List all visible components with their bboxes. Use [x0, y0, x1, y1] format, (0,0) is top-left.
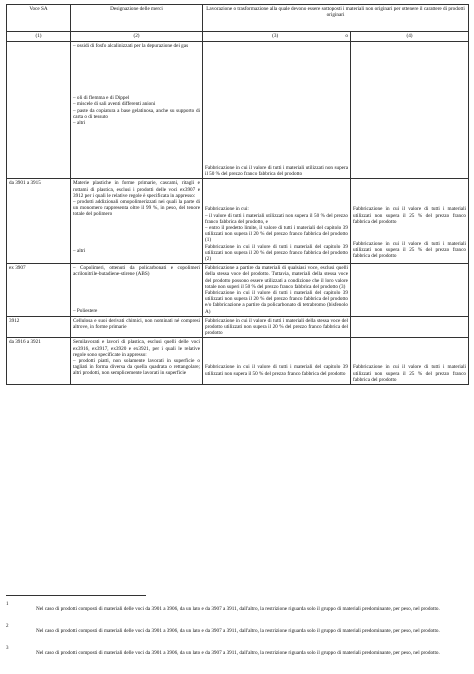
column-number-row: [7, 32, 469, 42]
col-number-2: (2): [71, 32, 203, 42]
desc-altri: – altri: [73, 120, 86, 127]
code-3916-3921: da 3916 a 3921: [7, 338, 71, 385]
alt-rule-25-b: Fabbricazione in cui il valore di tutti i materiali utilizzati non supera il 25 % del prezzo franco fabbrica del prodotto: [353, 241, 466, 260]
desc-poliestere: – Poliestere: [73, 307, 98, 314]
header-designazione: Designazione delle merci: [71, 5, 203, 32]
desc-altri-2: – altri: [73, 247, 86, 254]
desc-semilavorati: Semilavorati e lavori di plastica, esclusi quelli delle voci ex3916, ex3917, ex3920 e ex3921, per i quali le relative regole sono specificate in appresso:: [73, 339, 200, 358]
table-row: [7, 179, 469, 264]
table-row: [7, 316, 469, 338]
rule-cellulosa: Fabbricazione in cui il valore di tutti i materiali della stessa voce del prodotto utilizzati non supera il 20 % del prezzo franco fabbrica del prodotto: [203, 316, 351, 338]
footnote-separator: [6, 595, 146, 596]
rule-altri: Fabbricazione in cui il valore di tutti i materiali utilizzati non supera il 50 % del prezzo franco fabbrica del prodotto: [205, 165, 348, 178]
rule-valore-50: – il valore di tutti i materiali utilizzati non supera il 50 % del prezzo franco fabbrica del prodotto, e: [205, 212, 348, 225]
code-ex3907: ex 3907: [7, 264, 71, 317]
rule-poliestere: Fabbricazione in cui il valore di tutti i materiali del capitolo 39 utilizzati non supera il 20 % del prezzo franco fabbrica del prodotto e/o fabbricazione a partire da policarbonato di tetrabromo (bisfenolo A): [205, 290, 348, 315]
col-number-3: (3) o: [203, 32, 351, 42]
desc-oli: – oli di flemma e di Dippel: [73, 95, 130, 102]
rule-prodotti-piatti: Fabbricazione in cui il valore di tutti i materiali del capitolo 39 utilizzati non supera il 50 % del prezzo franco fabbrica del prodotto: [205, 364, 348, 377]
desc-ossidi: – ossidi di fosfo alcalinizzati per la depurazione dei gas: [73, 43, 189, 49]
rule-capitolo-39: Fabbricazione in cui il valore di tutti i materiali del capitolo 39 utilizzati non supera il 20 % del prezzo franco fabbrica del prodotto (2): [205, 243, 348, 263]
table-row: [7, 264, 469, 317]
desc-omopolimerizzati: – prodotti addizionali omopolimerizzati nei quali la parte di un monomero rappresenta oltre il 99 %, in peso, del tenore totale del polimero: [73, 199, 200, 218]
table-row: [7, 338, 469, 385]
desc-copolimeri: – Copolimeri, ottenuti da policarbonati e copolimeri acrilonitrile-butadiene-stirene (ABS): [73, 265, 200, 278]
rule-copolimeri: Fabbricazione a partire da materiali di qualsiasi voce, esclusi quelli della stessa voce del prodotto. Tuttavia, materiali della stessa voce del prodotto possono essere utilizzati a condizione che il loro valore totale non superi il 50 % del prezzo franco fabbrica del prodotto (3): [205, 265, 348, 290]
desc-cellulosa: Cellulosa e suoi derivati chimici, non nominati né compresi altrove, in forme primarie: [71, 316, 203, 338]
rule-entro-limite: – entro il predetto limite, il valore di tutti i materiali del capitolo 39 utilizzati non supera il 20 % del prezzo franco fabbrica del prodotto (1): [205, 225, 348, 244]
desc-prodotti-piatti: – prodotti piatti, non solamente lavorati in superficie o tagliati in forma diversa da quella quadrata o rettangolare; altri prodotti, non semplicemente lavorati in superficie: [73, 358, 200, 377]
rules-table: [6, 4, 469, 385]
header-row: [7, 5, 469, 32]
desc-miscele: – miscele di sali aventi differenti anioni: [73, 101, 156, 108]
document-page: Voce SA Designazione delle merci Lavorazione o trasformazione alla quale devono essere sottoposti i materiali non originari per ottenere il carattere di prodotti originari (1) (2) (3) o (4) – ossidi di fosfo alcalinizzati per la depurazione dei gas – oli di flemma e di Dippel – miscele di sali aventi differenti anioni – paste da copiatura a base gelatinosa, anche su supporto di carta o di tessuto – altri Fabbricazione in cui il valore di tutti i materiali utilizzati non supera il 50 % del prezzo franco fabbrica del prodotto da 3901 a 3915 Materie plastiche in forme primarie, cascami, ritagli e rottami di plastica, esclusi i prodotti delle voci ex3907 e 3912 per i quali le relative regole è specificata in appresso: – prodotti addizionali omopolimerizzati nei quali la parte di un monomero rappresenta oltre il 99 %, in peso, del tenore totale del polimero – altri Fabbricazione in cui: – il valore di tutti i materiali utilizzati non supera il 50 % del prezzo franco fabbrica del prodotto, e – entro il predetto limite, il valore di tutti i materiali del capitolo 39 utilizzati non supera il 20 % del prezzo franco fabbrica del prodotto (1) Fabbricazione in cui il valore di tutti i materiali del capitolo 39 utilizzati non supera il 20 % del prezzo franco fabbrica del prodotto (2) Fabbricazione in cui il valore di tutti i materiali utilizzati non supera il 25 % del prezzo franco fabbrica del prodotto Fabbricazione in cui il valore di tutti i materiali utilizzati non supera il 25 % del prezzo franco fabbrica del prodotto ex 3907 – Copolimeri, ottenuti da policarbonati e copolimeri acrilonitrile-butadiene-stirene (ABS) – Poliestere Fabbricazione a partire da materiali di qualsiasi voce, esclusi quelli della stessa voce del prodotto. Tuttavia, materiali della stessa voce del prodotto possono essere utilizzati a condizione che il loro valore totale non superi il 50 % del prezzo franco fabbrica del prodotto (3) Fabbricazione in cui il valore di tutti i materiali del capitolo 39 utilizzati non supera il 20 % del prezzo franco fabbrica del prodotto e/o fabbricazione a partire da policarbonato di tetrabromo (bisfenolo A) 3912 Cellulosa e suoi derivati chimici, non nominati né compresi altrove, in forme primarie Fabbricazione in cui il valore di tutti i materiali della stessa voce del prodotto utilizzati non supera il 20 % del prezzo franco fabbrica del prodotto da 3916 a 3921 Semilavorati e lavori di plastica, esclusi quelli delle voci ex3916, ex3917, ex3920 e ex3921, per i quali le relative regole sono specificate in appresso: – prodotti piatti, non solamente lavorati in superficie o tagliati in forma diversa da quella quadrata o rettangolare; altri prodotti, non semplicemente lavorati in superficie Fabbricazione in cui il valore di tutti i materiali del capitolo 39 utilizzati non supera il 50 % del prezzo franco fabbrica del prodotto Fabbricazione in cui il valore di tutti i materiali utilizzati non supera il 25 % del prezzo franco fabbrica del prodotto 1 Nel caso di prodotti composti di materiali delle voci da 3901 a 3906, da un lato e da 3907 a 3911, dall'altro, la restrizione riguarda solo il gruppo di materiali predominante, per peso, nel prodotto. 2 Nel caso di prodotti composti di materiali delle voci da 3901 a 3906, da un lato e da 3907 a 3911, dall'altro, la restrizione riguarda solo il gruppo di materiali predominante, per peso, nel prodotto. 3 Nel caso di prodotti composti di materiali delle voci da 3901 a 3906, da un lato e da 3907 a 3911, dall'altro, la restrizione riguarda solo il gruppo di materiali predominante, per peso, nel prodotto.: [0, 0, 474, 674]
header-voce: Voce SA: [7, 5, 71, 32]
col-number-1: (1): [7, 32, 71, 42]
code-3901-3915: da 3901 a 3915: [7, 179, 71, 264]
header-lavorazione: Lavorazione o trasformazione alla quale devono essere sottoposti i materiali non originari per ottenere il carattere di prodotti originari: [203, 5, 469, 32]
code-3912: 3912: [7, 316, 71, 338]
alt-rule-25-a: Fabbricazione in cui il valore di tutti i materiali utilizzati non supera il 25 % del prezzo franco fabbrica del prodotto: [353, 206, 466, 225]
rule-fabbricazione-in-cui: Fabbricazione in cui:: [205, 206, 249, 213]
desc-materie-plastiche: Materie plastiche in forme primarie, cascami, ritagli e rottami di plastica, esclusi i prodotti delle voci ex3907 e 3912 per i quali le relative regole è specificata in appresso:: [73, 180, 200, 199]
col-number-4: (4): [351, 32, 469, 42]
alt-rule-prodotti-piatti: Fabbricazione in cui il valore di tutti i materiali utilizzati non supera il 25 % del prezzo franco fabbrica del prodotto: [353, 364, 466, 383]
table-row: [7, 42, 469, 179]
col-or: o: [345, 33, 348, 39]
desc-paste: – paste da copiatura a base gelatinosa, anche su supporto di carta o di tessuto: [73, 107, 200, 120]
